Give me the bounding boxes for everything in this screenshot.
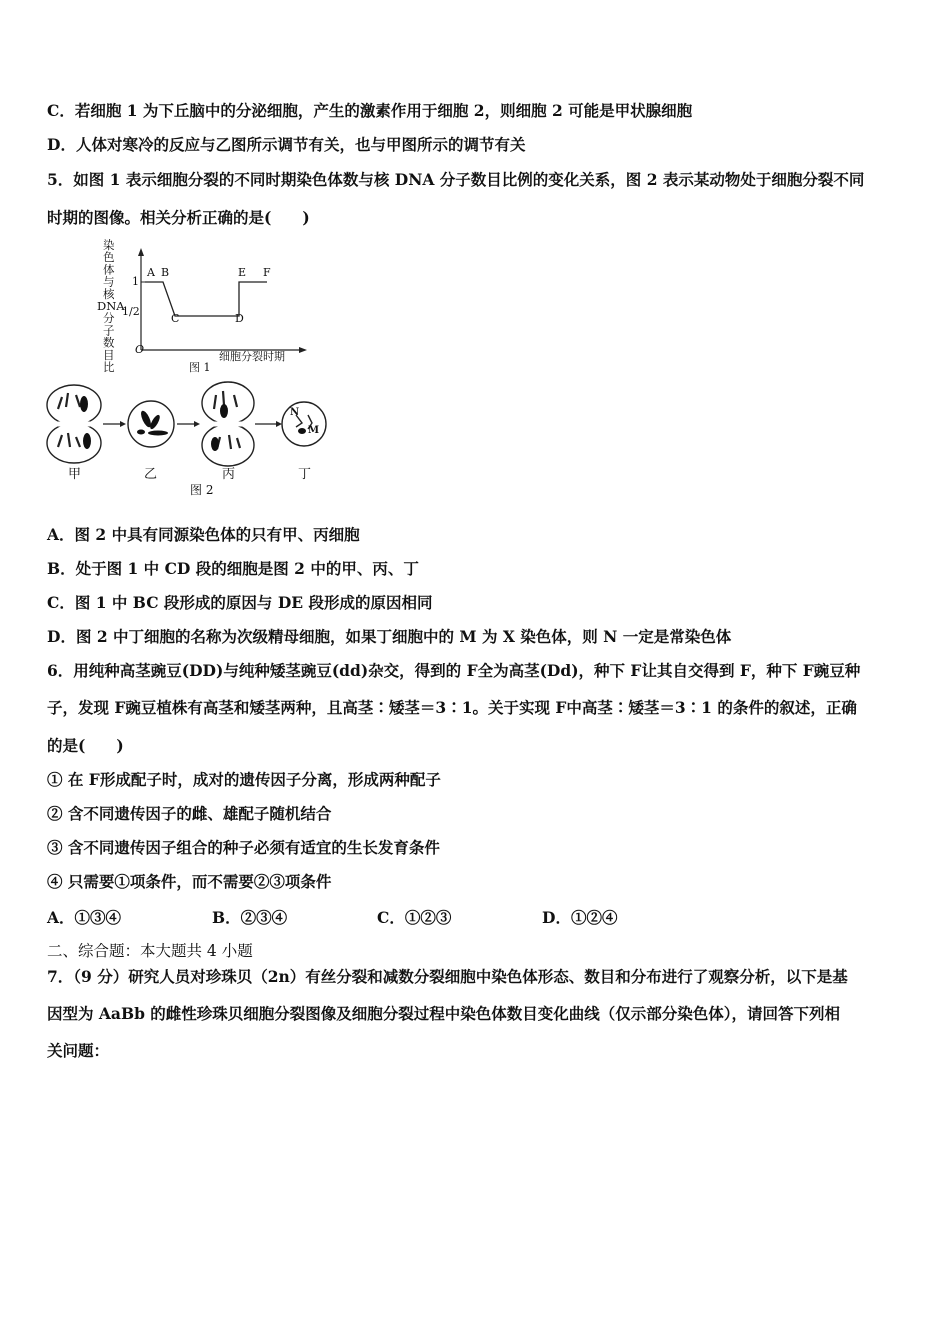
q6-text: 中高茎∶矮茎＝3∶1 的条件的叙述，正确: [566, 698, 857, 717]
fig1-ylabel-char: 分: [103, 311, 115, 326]
fig1-ylabel-char: 比: [103, 360, 115, 374]
fig1-series-line: [145, 282, 267, 316]
cell-label-yi: 乙: [144, 467, 158, 482]
fig1-ylabel-char: 核: [103, 286, 115, 301]
q5-option-a: A．图 2 中具有同源染色体的只有甲、丙细胞: [47, 525, 360, 544]
cell-jia: [47, 385, 101, 463]
cell-bing: [202, 382, 254, 466]
q5-stem-line2: 时期的图像。相关分析正确的是( ): [47, 208, 310, 227]
q6-text: ① 在 F: [47, 770, 100, 789]
cell-ding: [282, 402, 326, 446]
q6-option-c: C．①②③: [377, 908, 452, 927]
q6-option-b: B．②③④: [212, 908, 288, 927]
q6-text: 让其自交得到 F: [641, 661, 751, 680]
fig1-ylabel-char: 数: [103, 335, 115, 350]
q6-text: 形成配子时，成对的遗传因子分离，形成两种配子: [99, 770, 441, 789]
cell-label-bing: 丙: [222, 467, 236, 482]
fig1-x-arrow: [299, 347, 307, 353]
fig1-point-label-e: E: [238, 266, 247, 279]
q7-stem-line3: 关问题：: [47, 1041, 110, 1060]
q6-statement-1: [47, 770, 441, 795]
fig1-ylabel-char: 与: [103, 274, 115, 289]
cell-yi: [128, 401, 174, 447]
q5-option-b: B．处于图 1 中 CD 段的细胞是图 2 中的甲、丙、丁: [47, 559, 419, 578]
q7-stem-line2: 因型为 AaBb 的雌性珍珠贝细胞分裂图像及细胞分裂过程中染色体数目变化曲线（仅示部分染色体），请回答下列相: [47, 1004, 841, 1023]
q5-option-c: C．图 1 中 BC 段形成的原因与 DE 段形成的原因相同: [47, 593, 433, 612]
q6-statement-4: ④ 只需要①项条件，而不需要②③项条件: [47, 872, 332, 891]
fig1-ytick-1: 1: [132, 275, 139, 288]
arrow-1-head: [120, 421, 126, 427]
fig1-ylabel-char: 染: [103, 238, 115, 252]
fig1-xlabel: 细胞分裂时期: [219, 350, 285, 363]
q4-option-d: D．人体对寒冷的反应与乙图所示调节有关，也与甲图所示的调节有关: [47, 135, 526, 154]
arrow-2-head: [194, 421, 200, 427]
q5-option-d: D．图 2 中丁细胞的名称为次级精母细胞，如果丁细胞中的 M 为 X 染色体，则 N 一定是常染色体: [47, 627, 732, 646]
q6-text: 6．用纯种高茎豌豆(DD)与纯种矮茎豌豆(dd)杂交，得到的 F: [47, 661, 478, 680]
fig1-point-label-f: F: [263, 266, 271, 279]
fig1-origin: O: [135, 343, 145, 356]
figure-1-chart: [95, 238, 325, 378]
q6-stem-line3: 的是( ): [47, 736, 124, 755]
q5-stem-line1: 5．如图 1 表示细胞分裂的不同时期染色体数与核 DNA 分子数目比例的变化关系，图 2 表示某动物处于细胞分裂不同: [47, 170, 865, 189]
q6-text: 豌豆植株有高茎和矮茎两种，且高茎∶矮茎＝3∶1。关于实现 F: [125, 698, 567, 717]
fig2-caption: 图 2: [190, 483, 214, 497]
fig1-ylabel-char: 目: [103, 347, 115, 362]
fig1-point-label-b: B: [161, 266, 170, 279]
q6-option-d: D．①②④: [542, 908, 618, 927]
fig1-ylabel-char: 色: [103, 250, 115, 265]
q6-statement-3: ③ 含不同遗传因子组合的种子必须有适宜的生长发育条件: [47, 838, 440, 857]
cell-label-ding: 丁: [298, 467, 312, 482]
fig1-ylabel-char: 子: [103, 323, 115, 338]
arrow-3-head: [276, 421, 282, 427]
q6-text: 全为高茎(Dd)，种下 F: [477, 661, 642, 680]
q6-text: ，种下 F: [750, 661, 814, 680]
fig1-ylabel-char: DNA: [97, 299, 125, 313]
chromosome-n-label: N: [290, 407, 300, 418]
q7-stem-line1: 7．（9 分）研究人员对珍珠贝（2n）有丝分裂和减数分裂细胞中染色体形态、数目和分布进行了观察分析，以下是基: [47, 967, 848, 986]
fig1-caption: 图 1: [189, 361, 211, 374]
fig1-y-arrow: [138, 248, 144, 256]
q6-stem-line2: [47, 698, 857, 723]
q4-option-c: C．若细胞 1 为下丘脑中的分泌细胞，产生的激素作用于细胞 2，则细胞 2 可能是甲状腺细胞: [47, 101, 693, 120]
q6-text: 子，发现 F: [47, 698, 126, 717]
cell-label-jia: 甲: [68, 467, 82, 482]
fig1-point-label-a: A: [147, 266, 155, 279]
fig1-point-label-d: D: [235, 312, 244, 325]
fig1-ytick-half: 1/2: [122, 305, 140, 318]
q6-statement-2: ② 含不同遗传因子的雌、雄配子随机结合: [47, 804, 332, 823]
q6-option-a: A．①③④: [47, 908, 122, 927]
figure-2-cells: [40, 375, 340, 500]
fig1-point-label-c: C: [171, 312, 180, 325]
section-heading: 二、综合题：本大题共 4 小题: [47, 942, 253, 960]
fig1-ylabel-char: 体: [103, 262, 115, 277]
q6-text: 豌豆种: [813, 661, 861, 680]
chromosome-m-label: M: [308, 425, 320, 436]
q6-stem-line1: [47, 661, 860, 686]
